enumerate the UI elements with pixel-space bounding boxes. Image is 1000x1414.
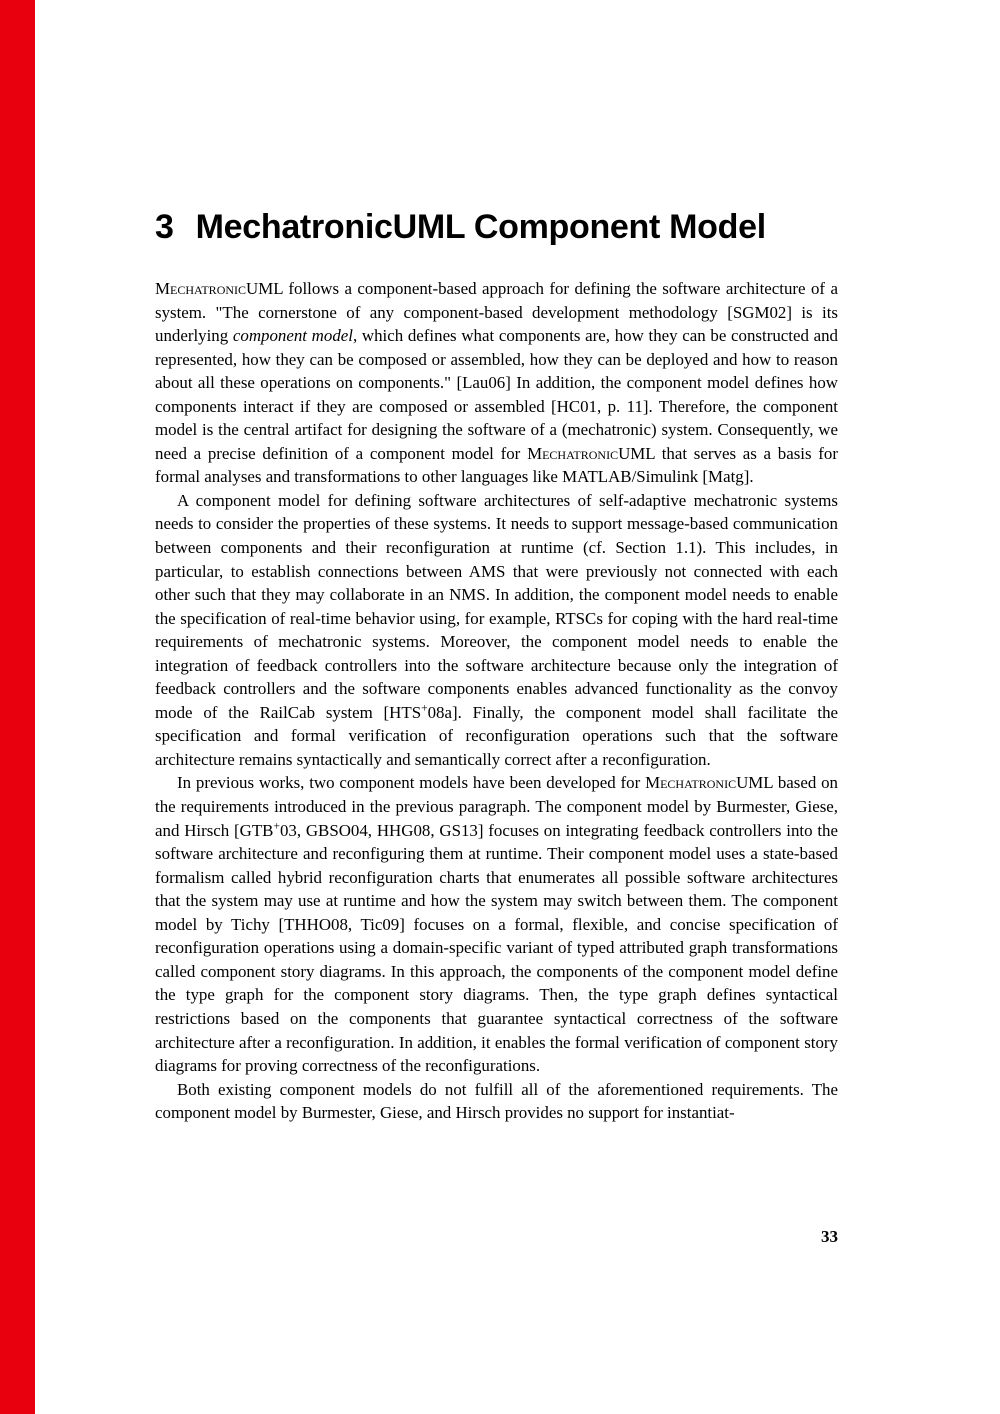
page-number: 33: [821, 1227, 838, 1246]
text-segment: Mechatronic: [645, 773, 737, 793]
body-paragraph-1: [155, 277, 838, 489]
text-segment: +: [273, 819, 280, 832]
text-segment: UML based on the requirements introduced in the previous paragraph. The component model by Burmester, Giese, and Hirsch [GTB: [155, 773, 838, 840]
text-segment: , which defines what components are, how they can be constructed and represented, how they can be composed or assembled, how they can be deployed and how to reason about all these operations on components." [Lau06] In addition, the component model defines how components interact if they are composed or assembled [HC01, p. 11]. Therefore, the component model is the central artifact for designing the software of a (mechatronic) system. Consequently, we need a precise definition of a component model for: [155, 326, 838, 463]
chapter-title: MechatronicUML Component Model: [195, 208, 766, 246]
body-text: [155, 277, 838, 1125]
text-segment: 08a]. Finally, the component model shall facilitate the specification and formal verification of reconfiguration operations such that the software architecture remains syntactically and semantically correct after a reconfiguration.: [155, 702, 839, 769]
text-segment: +: [421, 702, 428, 715]
chapter-number: 3: [155, 208, 174, 246]
body-paragraph-3: [155, 771, 838, 1077]
text-segment: component model: [232, 326, 353, 346]
text-segment: Mechatronic: [155, 279, 247, 298]
text-segment: Both existing component models do not fulfill all of the aforementioned requirements. The component model by Burmester, Giese, and Hirsch provides no support for instantiat-: [155, 1079, 838, 1123]
body-paragraph-2: [155, 489, 838, 772]
text-segment: UML that serves as a basis for formal analyses and transformations to other languages like MATLAB/Simulink [Matg].: [155, 443, 839, 487]
body-paragraph-4: [155, 1078, 838, 1125]
text-segment: A component model for defining software architectures of self-adaptive mechatronic systems needs to consider the properties of these systems. It needs to support message-based communication between components and their reconfiguration at runtime (cf. Section 1.1). This includes, in particular, to establish connections between AMS that were previously not connected with each other such that they may collaborate in an NMS. In addition, the component model needs to enable the specification of real-time behavior using, for example, RTSCs for coping with the hard real-time requirements of mechatronic systems. Moreover, the component model needs to enable the integration of feedback controllers into the software architecture because only the integration of feedback controllers and the software components enables advanced functionality as the convoy mode of the RailCab system [HTS: [155, 490, 838, 722]
left-red-stripe: [0, 0, 35, 1414]
text-segment: Mechatronic: [527, 443, 619, 463]
text-segment: 03, GBSO04, HHG08, GS13] focuses on integrating feedback controllers into the software architecture and reconfiguring them at runtime. Their component model uses a state-based formalism called hybrid reconfiguration charts that enumerates all possible software architectures that the system may use at runtime and how the system may switch between them. The component model by Tichy [THHO08, Tic09] focuses on a formal, flexible, and concise specification of reconfiguration operations using a domain-specific variant of typed attributed graph transformations called component story diagrams. In this approach, the components of the component model define the type graph for the component story diagrams. Then, the type graph defines syntactical restrictions based on the components that guarantee syntactical correctness of the software architecture after a reconfiguration. In addition, it enables the formal verification of component story diagrams for proving correctness of the reconfigurations.: [155, 820, 838, 1076]
chapter-heading: [155, 208, 838, 247]
text-segment: In previous works, two component models have been developed for: [177, 773, 646, 793]
text-segment: UML follows a component-based approach for defining the software architecture of a system. "The cornerstone of any component-based development methodology [SGM02] is its underlying: [155, 279, 838, 346]
page-content: [155, 0, 838, 1125]
